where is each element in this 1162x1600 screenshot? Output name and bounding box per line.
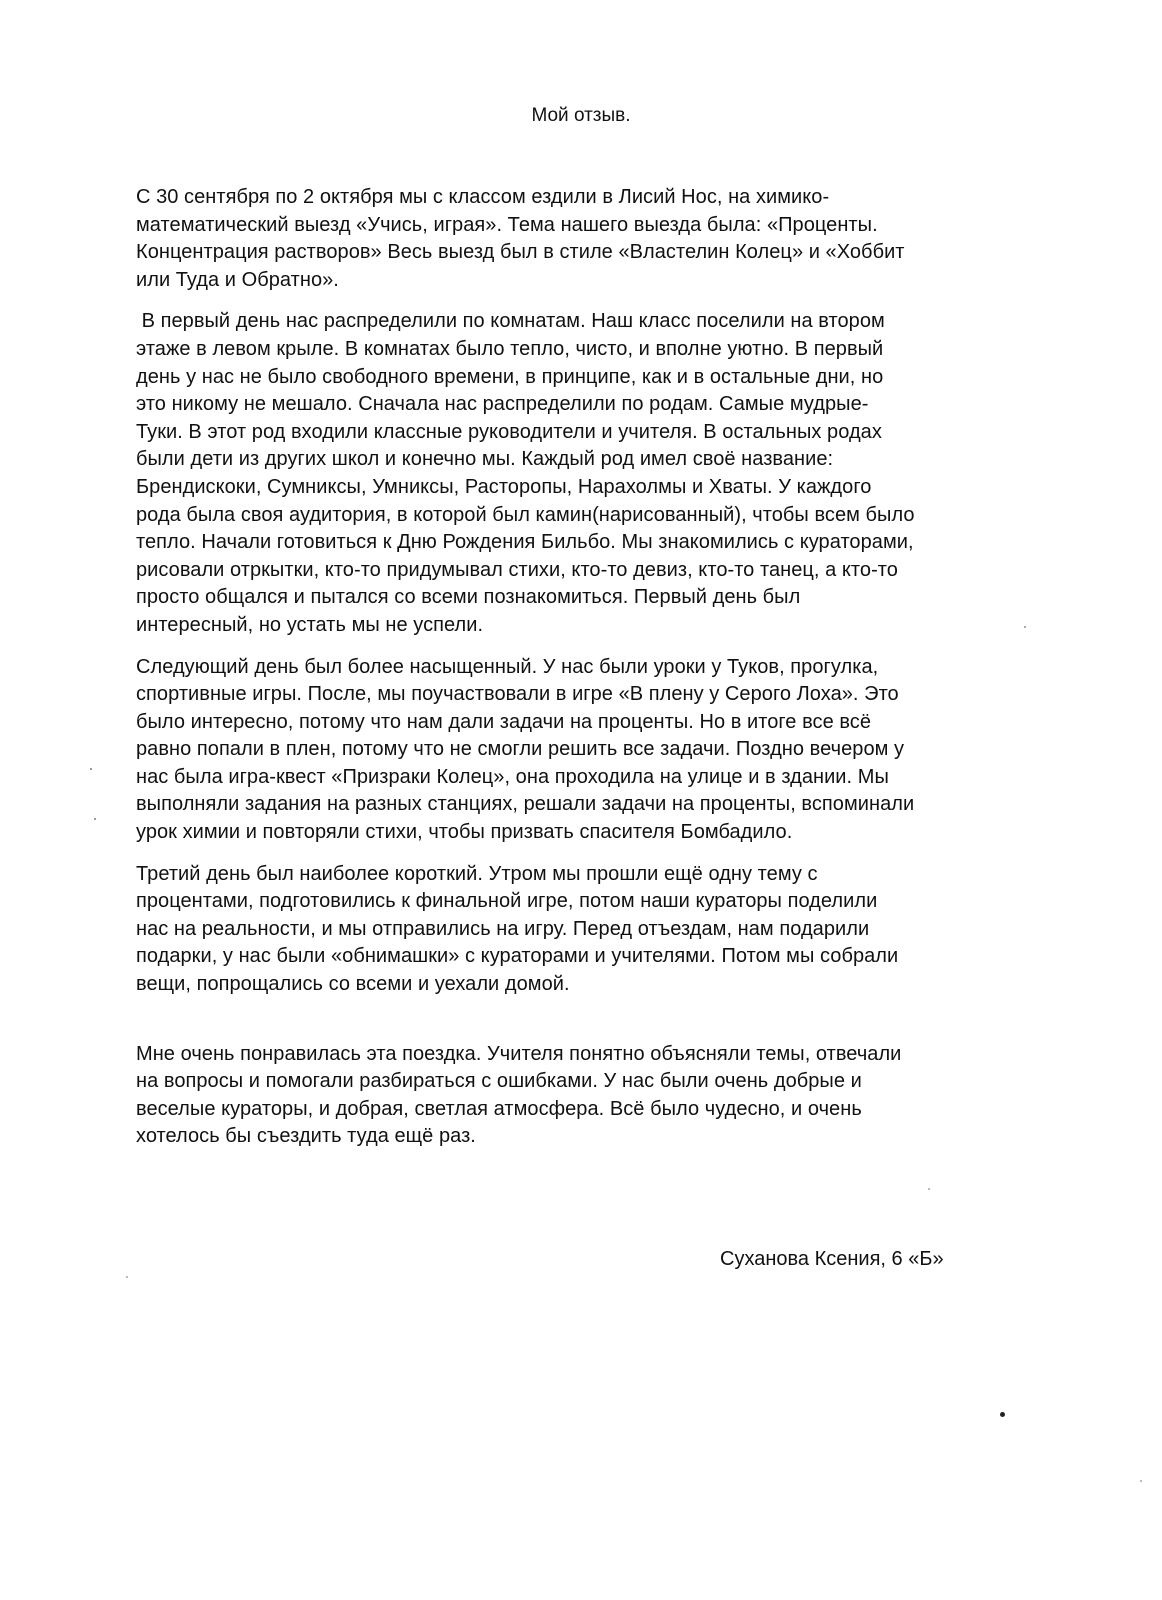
paragraph-5 <box>136 1041 1016 1151</box>
scan-speck <box>1024 626 1026 628</box>
author-signature: Суханова Ксения, 6 «Б» <box>720 1248 944 1270</box>
paragraph-gap <box>136 847 1016 861</box>
paragraph-gap <box>136 294 1016 308</box>
paragraph-line: спортивные игры. После, мы поучаствовали в игре «В плену у Серого Лоха». Это <box>136 683 899 706</box>
scan-speck <box>94 818 96 820</box>
paragraph-line: нас на реальности, и мы отправились на игру. Перед отъездам, нам подарили <box>136 917 870 940</box>
scan-speck <box>126 1276 128 1278</box>
scan-speck <box>90 768 92 770</box>
paragraph-4 <box>136 861 1016 999</box>
paragraph-line: С 30 сентября по 2 октября мы с классом ездили в Лисий Нос, на химико- <box>136 186 830 208</box>
scan-speck <box>928 1188 930 1190</box>
paragraph-line: интересный, но устать мы не успели. <box>136 613 484 636</box>
paragraph-2 <box>136 308 1016 639</box>
scan-speck <box>1000 1412 1005 1417</box>
paragraph-line: нас была игра-квест «Призраки Колец», она проходила на улице и в здании. Мы <box>136 765 889 788</box>
paragraph-line: этаже в левом крыле. В комнатах было тепло, чисто, и вполне уютно. В первый <box>136 337 884 360</box>
scan-speck <box>1140 1480 1142 1482</box>
paragraph-line: Брендискоки, Сумниксы, Умниксы, Расторопы, Нарахолмы и Хваты. У каждого <box>136 475 872 498</box>
paragraph-line: хотелось бы съездить туда ещё раз. <box>136 1125 476 1148</box>
paragraph-line: Концентрация растворов» Весь выезд был в стиле «Властелин Колец» и «Хоббит <box>136 241 905 264</box>
document-title: Мой отзыв. <box>531 105 631 126</box>
paragraph-line: просто общался и пытался со всеми познакомиться. Первый день был <box>136 586 801 609</box>
paragraph-line: математический выезд «Учись, играя». Тема нашего выезда была: «Проценты. <box>136 213 878 236</box>
paragraph-line: веселые кураторы, и добрая, светлая атмосфера. Всё было чудесно, и очень <box>136 1097 862 1120</box>
paragraph-line: Следующий день был более насыщенный. У нас были уроки у Туков, прогулка, <box>136 655 879 678</box>
paragraph-line: Третий день был наиболее короткий. Утром мы прошли ещё одну тему с <box>136 862 818 885</box>
paragraph-line: рода была своя аудитория, в которой был камин(нарисованный), чтобы всем было <box>136 503 915 526</box>
paragraph-line: или Туда и Обратно». <box>136 268 339 291</box>
paragraph-line: день у нас не было свободного времени, в принципе, как и в остальные дни, но <box>136 365 884 388</box>
paragraph-line: выполняли задания на разных станциях, решали задачи на проценты, вспоминали <box>136 793 915 816</box>
paragraph-line: это никому не мешало. Сначала нас распределили по родам. Самые мудрые- <box>136 393 869 416</box>
paragraph-3 <box>136 654 1016 847</box>
paragraph-gap <box>136 640 1016 654</box>
paragraph-1 <box>136 184 1016 294</box>
paragraph-line: Мне очень понравилась эта поездка. Учителя понятно объясняли темы, отвечали <box>136 1042 902 1065</box>
paragraph-line: рисовали отркытки, кто-то придумывал стихи, кто-то девиз, кто-то танец, а кто-то <box>136 558 898 581</box>
paragraph-line: вещи, попрощались со всеми и уехали домой. <box>136 973 570 996</box>
paragraph-line: равно попали в плен, потому что не смогли решить все задачи. Поздно вечером у <box>136 738 905 761</box>
paragraph-line: Туки. В этот род входили классные руководители и учителя. В остальных родах <box>136 420 882 443</box>
paragraph-line: процентами, подготовились к финальной игре, потом наши кураторы поделили <box>136 890 878 913</box>
paragraph-line: были дети из других школ и конечно мы. Каждый род имел своё название: <box>136 448 834 471</box>
paragraph-line: урок химии и повторяли стихи, чтобы призвать спасителя Бомбадило. <box>136 821 793 844</box>
paragraph-line: подарки, у нас были «обнимашки» с кураторами и учителями. Потом мы собрали <box>136 945 899 968</box>
paragraph-line: В первый день нас распределили по комнатам. Наш класс поселили на втором <box>136 310 885 333</box>
paragraph-line: на вопросы и помогали разбираться с ошибками. У нас были очень добрые и <box>136 1070 862 1093</box>
paragraph-line: было интересно, потому что нам дали задачи на проценты. Но в итоге все всё <box>136 710 872 733</box>
document-body <box>136 184 1016 1151</box>
paragraph-gap <box>136 999 1016 1041</box>
paragraph-line: тепло. Начали готовиться к Дню Рождения Бильбо. Мы знакомились с кураторами, <box>136 531 914 554</box>
